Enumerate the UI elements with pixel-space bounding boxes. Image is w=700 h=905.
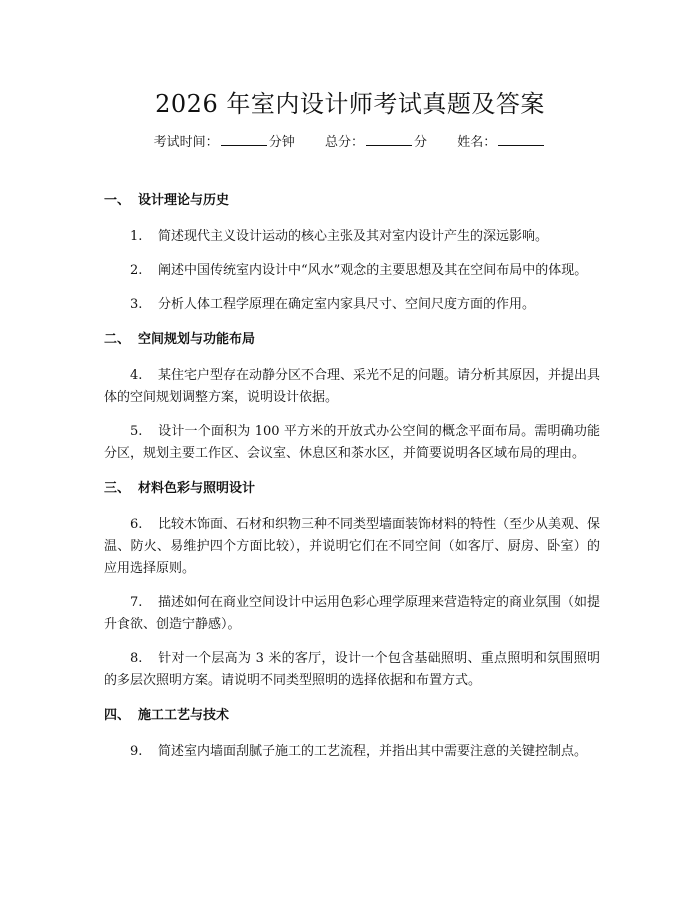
question-item: [104, 648, 600, 692]
question-number: 1.: [130, 229, 143, 244]
exam-meta-line: [0, 131, 700, 150]
exam-content: [104, 191, 600, 775]
question-item: [104, 514, 600, 580]
question-number: 8.: [130, 651, 143, 666]
question-item: [104, 741, 600, 763]
question-text: 设计一个面积为 100 平方米的开放式办公空间的概念平面布局。需明确功能分区，规划主要工作区、会议室、休息区和茶水区，并简要说明各区域布局的理由。: [104, 424, 600, 461]
question-item: [104, 294, 600, 316]
question-text: 阐述中国传统室内设计中“风水”观念的主要思想及其在空间布局中的体现。: [158, 263, 588, 278]
question-item: [104, 226, 600, 248]
question-item: [104, 592, 600, 636]
section-title: 空间规划与功能布局: [138, 332, 256, 347]
question-text: 简述室内墙面刮腻子施工的工艺流程，并指出其中需要注意的关键控制点。: [158, 744, 588, 759]
page-title: 2026 年室内设计师考试真题及答案: [155, 90, 545, 118]
question-text: 某住宅户型存在动静分区不合理、采光不足的问题。请分析其原因，并提出具体的空间规划调整方案，说明设计依据。: [104, 368, 601, 405]
section-heading: [104, 330, 600, 350]
question-number: 4.: [130, 368, 143, 383]
question-number: 3.: [130, 297, 143, 312]
section-heading: [104, 706, 600, 726]
question-number: 2.: [130, 263, 143, 278]
question-text: 比较木饰面、石材和织物三种不同类型墙面装饰材料的特性（至少从美观、保温、防火、易维护四个方面比较），并说明它们在不同空间（如客厅、厨房、卧室）的应用选择原则。: [104, 517, 601, 576]
question-number: 6.: [130, 517, 143, 532]
question-number: 5.: [130, 424, 143, 439]
total-score-label: 总分：: [324, 135, 364, 150]
total-score-blank: [366, 134, 412, 146]
question-text: 描述如何在商业空间设计中运用色彩心理学原理来营造特定的商业氛围（如提升食欲、创造宁静感）。: [104, 595, 601, 632]
question-item: [104, 365, 600, 409]
section-number: 一、: [104, 193, 131, 208]
section-number: 四、: [104, 708, 131, 723]
section-number: 三、: [104, 481, 131, 496]
exam-time-blank: [221, 134, 267, 146]
section-title: 施工工艺与技术: [138, 708, 230, 723]
exam-time-label: 考试时间：: [153, 135, 219, 150]
exam-time-unit: 分钟: [268, 135, 295, 150]
section-heading: [104, 479, 600, 499]
section-number: 二、: [104, 332, 131, 347]
question-number: 7.: [130, 595, 143, 610]
question-item: [104, 421, 600, 465]
question-item: [104, 260, 600, 282]
section-heading: [104, 191, 600, 211]
question-text: 简述现代主义设计运动的核心主张及其对室内设计产生的深远影响。: [158, 229, 549, 244]
question-text: 针对一个层高为 3 米的客厅，设计一个包含基础照明、重点照明和氛围照明的多层次照明方案。请说明不同类型照明的选择依据和布置方式。: [104, 651, 600, 688]
question-number: 9.: [130, 744, 143, 759]
question-text: 分析人体工程学原理在确定室内家具尺寸、空间尺度方面的作用。: [158, 297, 536, 312]
section-title: 材料色彩与照明设计: [138, 481, 256, 496]
total-score-unit: 分: [414, 135, 428, 150]
name-blank: [498, 134, 544, 146]
section-title: 设计理论与历史: [138, 193, 230, 208]
name-label: 姓名：: [457, 135, 497, 150]
